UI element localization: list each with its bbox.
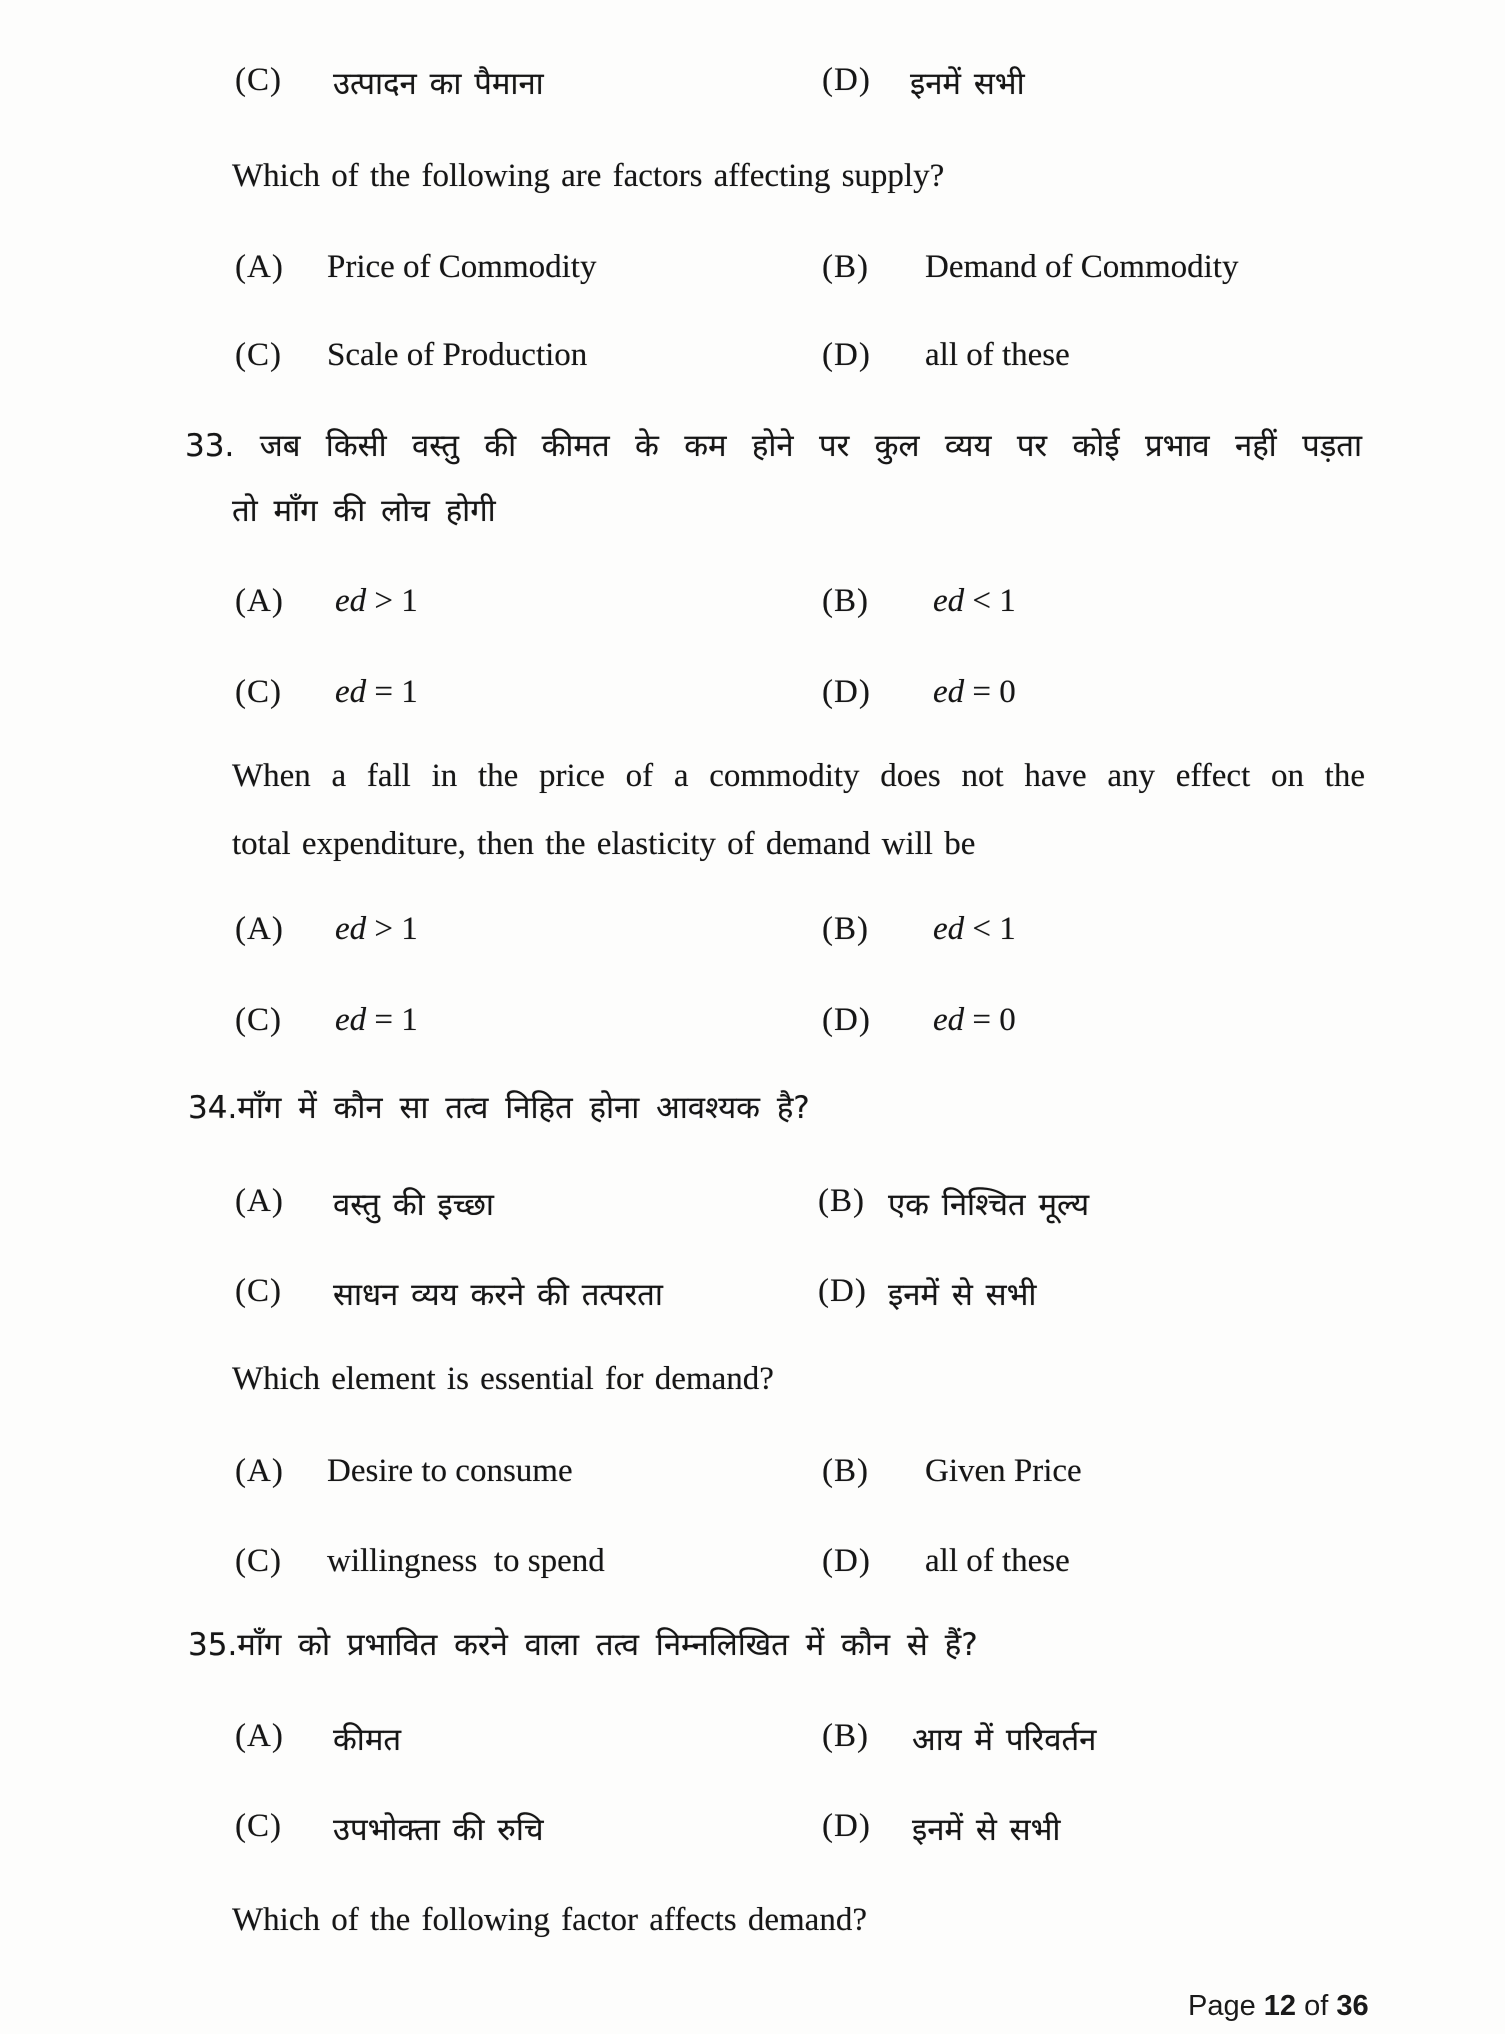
option-row [0, 674, 1505, 726]
option-label: (D) [822, 62, 871, 98]
elasticity-symbol: ed [335, 1002, 367, 1038]
option-label: (A) [235, 249, 284, 285]
option-text [933, 674, 1016, 711]
elasticity-symbol: ed [335, 674, 367, 710]
option-text: Price of Commodity [327, 249, 597, 285]
question-stem-english [0, 826, 1505, 878]
option-label: (C) [235, 1273, 282, 1309]
option-label: (C) [235, 337, 282, 373]
option-text: वस्तु की इच्छा [333, 1187, 494, 1223]
elasticity-symbol: ed [933, 1002, 965, 1038]
option-label: (B) [822, 583, 869, 619]
option-label: (B) [822, 1718, 869, 1754]
option-label: (D) [818, 1273, 867, 1309]
option-text: आय में परिवर्तन [912, 1722, 1097, 1758]
option-row [0, 583, 1505, 635]
option-text: उपभोक्ता की रुचि [333, 1812, 544, 1848]
option-row [0, 1273, 1505, 1325]
option-text: Desire to consume [327, 1453, 573, 1489]
stem-text: total expenditure, then the elasticity of demand will be [232, 826, 976, 862]
option-label: (D) [822, 674, 871, 710]
question-stem-hindi [0, 1086, 1505, 1138]
option-label: (B) [822, 249, 869, 285]
option-text: कीमत [333, 1722, 402, 1758]
option-label: (A) [235, 1718, 284, 1754]
stem-text: Which element is essential for demand? [232, 1361, 774, 1397]
footer-label: Page [1188, 1990, 1256, 2022]
option-label: (D) [822, 337, 871, 373]
relation-text: = 0 [972, 1002, 1016, 1038]
option-text [335, 911, 418, 948]
option-text: Given Price [925, 1453, 1082, 1489]
option-text: willingness to spend [327, 1543, 605, 1579]
footer-label: of [1304, 1990, 1329, 2022]
relation-text: = 0 [972, 674, 1016, 710]
option-label: (D) [822, 1543, 871, 1579]
stem-text: Which of the following are factors affecting supply? [232, 158, 945, 194]
option-row [0, 1002, 1505, 1054]
elasticity-symbol: ed [933, 583, 965, 619]
option-row [0, 62, 1505, 114]
elasticity-symbol: ed [933, 911, 965, 947]
option-text: इनमें सभी [910, 66, 1025, 102]
elasticity-symbol: ed [335, 911, 367, 947]
stem-text: 34.माँग में कौन सा तत्व निहित होना आवश्यक है? [188, 1090, 810, 1126]
option-text: all of these [925, 337, 1070, 373]
option-text: इनमें से सभी [912, 1812, 1061, 1848]
stem-line [185, 424, 1362, 466]
page-total: 36 [1336, 1990, 1369, 2022]
relation-text: < 1 [972, 911, 1016, 947]
stem-text: Which of the following factor affects demand? [232, 1902, 867, 1938]
elasticity-symbol: ed [335, 583, 367, 619]
option-text: all of these [925, 1543, 1070, 1579]
question-number: 33. [185, 428, 235, 464]
option-label: (C) [235, 1808, 282, 1844]
option-text: Demand of Commodity [925, 249, 1239, 285]
option-label: (D) [822, 1808, 871, 1844]
option-text: Scale of Production [327, 337, 588, 373]
question-stem-hindi [0, 489, 1505, 541]
option-label: (C) [235, 674, 282, 710]
option-label: (A) [235, 911, 284, 947]
option-row [0, 1183, 1505, 1235]
option-label: (C) [235, 62, 282, 98]
option-label: (B) [818, 1183, 865, 1219]
option-text [335, 1002, 418, 1039]
stem-text: जब किसी वस्तु की कीमत के कम होने पर कुल व्यय पर कोई प्रभाव नहीं पड़ता [259, 428, 1362, 464]
relation-text: = 1 [374, 674, 418, 710]
relation-text: < 1 [972, 583, 1016, 619]
option-label: (A) [235, 1183, 284, 1219]
option-label: (C) [235, 1002, 282, 1038]
option-text [335, 674, 418, 711]
option-row [0, 911, 1505, 963]
option-label: (D) [822, 1002, 871, 1038]
option-label: (B) [822, 1453, 869, 1489]
option-row [0, 1543, 1505, 1595]
question-stem-hindi [0, 424, 1505, 476]
relation-text: = 1 [374, 1002, 418, 1038]
question-stem-hindi [0, 1623, 1505, 1675]
option-row [0, 337, 1505, 389]
stem-text: 35.माँग को प्रभावित करने वाला तत्व निम्नलिखित में कौन से हैं? [188, 1627, 978, 1663]
page-footer [1188, 1990, 1369, 2023]
elasticity-symbol: ed [933, 674, 965, 710]
option-text [933, 1002, 1016, 1039]
question-stem-english [0, 158, 1505, 210]
option-text: एक निश्चित मूल्य [888, 1187, 1090, 1223]
option-row [0, 249, 1505, 301]
page-number: 12 [1263, 1990, 1297, 2022]
relation-text: > 1 [374, 583, 418, 619]
option-label: (A) [235, 583, 284, 619]
option-row [0, 1453, 1505, 1505]
option-row [0, 1718, 1505, 1770]
option-text [335, 583, 418, 620]
question-stem-english [0, 1902, 1505, 1954]
option-text: इनमें से सभी [888, 1277, 1037, 1313]
option-text [933, 583, 1016, 620]
option-label: (B) [822, 911, 869, 947]
option-label: (A) [235, 1453, 284, 1489]
option-text [933, 911, 1016, 948]
question-stem-english [0, 758, 1505, 810]
option-text: साधन व्यय करने की तत्परता [333, 1277, 663, 1313]
option-text: उत्पादन का पैमाना [333, 66, 544, 102]
stem-text: तो माँग की लोच होगी [232, 493, 496, 529]
question-stem-english [0, 1361, 1505, 1413]
stem-line: When a fall in the price of a commodity does not have any effect on the [232, 758, 1365, 794]
relation-text: > 1 [374, 911, 418, 947]
option-row [0, 1808, 1505, 1860]
option-label: (C) [235, 1543, 282, 1579]
